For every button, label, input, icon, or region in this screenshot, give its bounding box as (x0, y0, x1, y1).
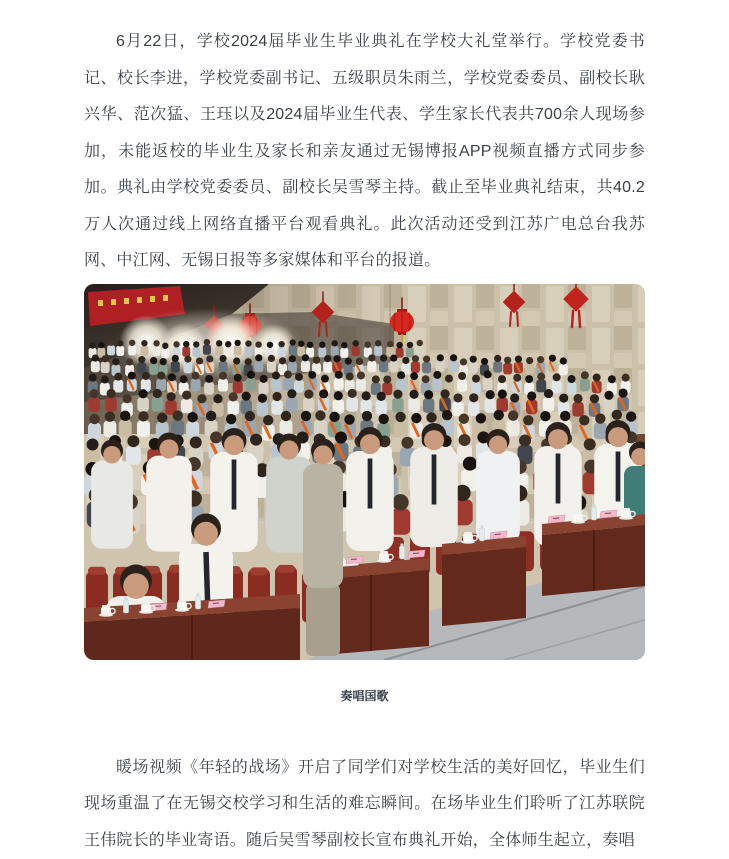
paragraph-2: 暖场视频《年轻的战场》开启了同学们对学校生活的美好回忆，毕业生们现场重温了在无锡交校学习和生活的难忘瞬间。在场毕业生们聆听了江苏联院王伟院长的毕业寄语。随后吴雪琴副校长宣布典礼开始，全体师生起立，奏唱 (84, 750, 645, 859)
paragraph-1: 6月22日，学校2024届毕业生毕业典礼在学校大礼堂举行。学校党委书记、校长李进，学校党委副书记、五级职员朱雨兰，学校党委委员、副校长耿兴华、范次猛、王珏以及2024届毕业生代表、学生家长代表共700余人现场参加，未能返校的毕业生及家长和亲友通过无锡博报APP视频直播方式同步参加。典礼由学校党委委员、副校长吴雪琴主持。截止至毕业典礼结束，共40.2万人次通过线上网络直播平台观看典礼。此次活动还受到江苏广电总台我苏网、中江网、无锡日报等多家媒体和平台的报道。 (84, 24, 645, 280)
article-page (84, 0, 645, 859)
photo-caption: 奏唱国歌 (84, 687, 645, 704)
auditorium-photo-illustration (84, 284, 645, 660)
article-photo (84, 284, 645, 660)
